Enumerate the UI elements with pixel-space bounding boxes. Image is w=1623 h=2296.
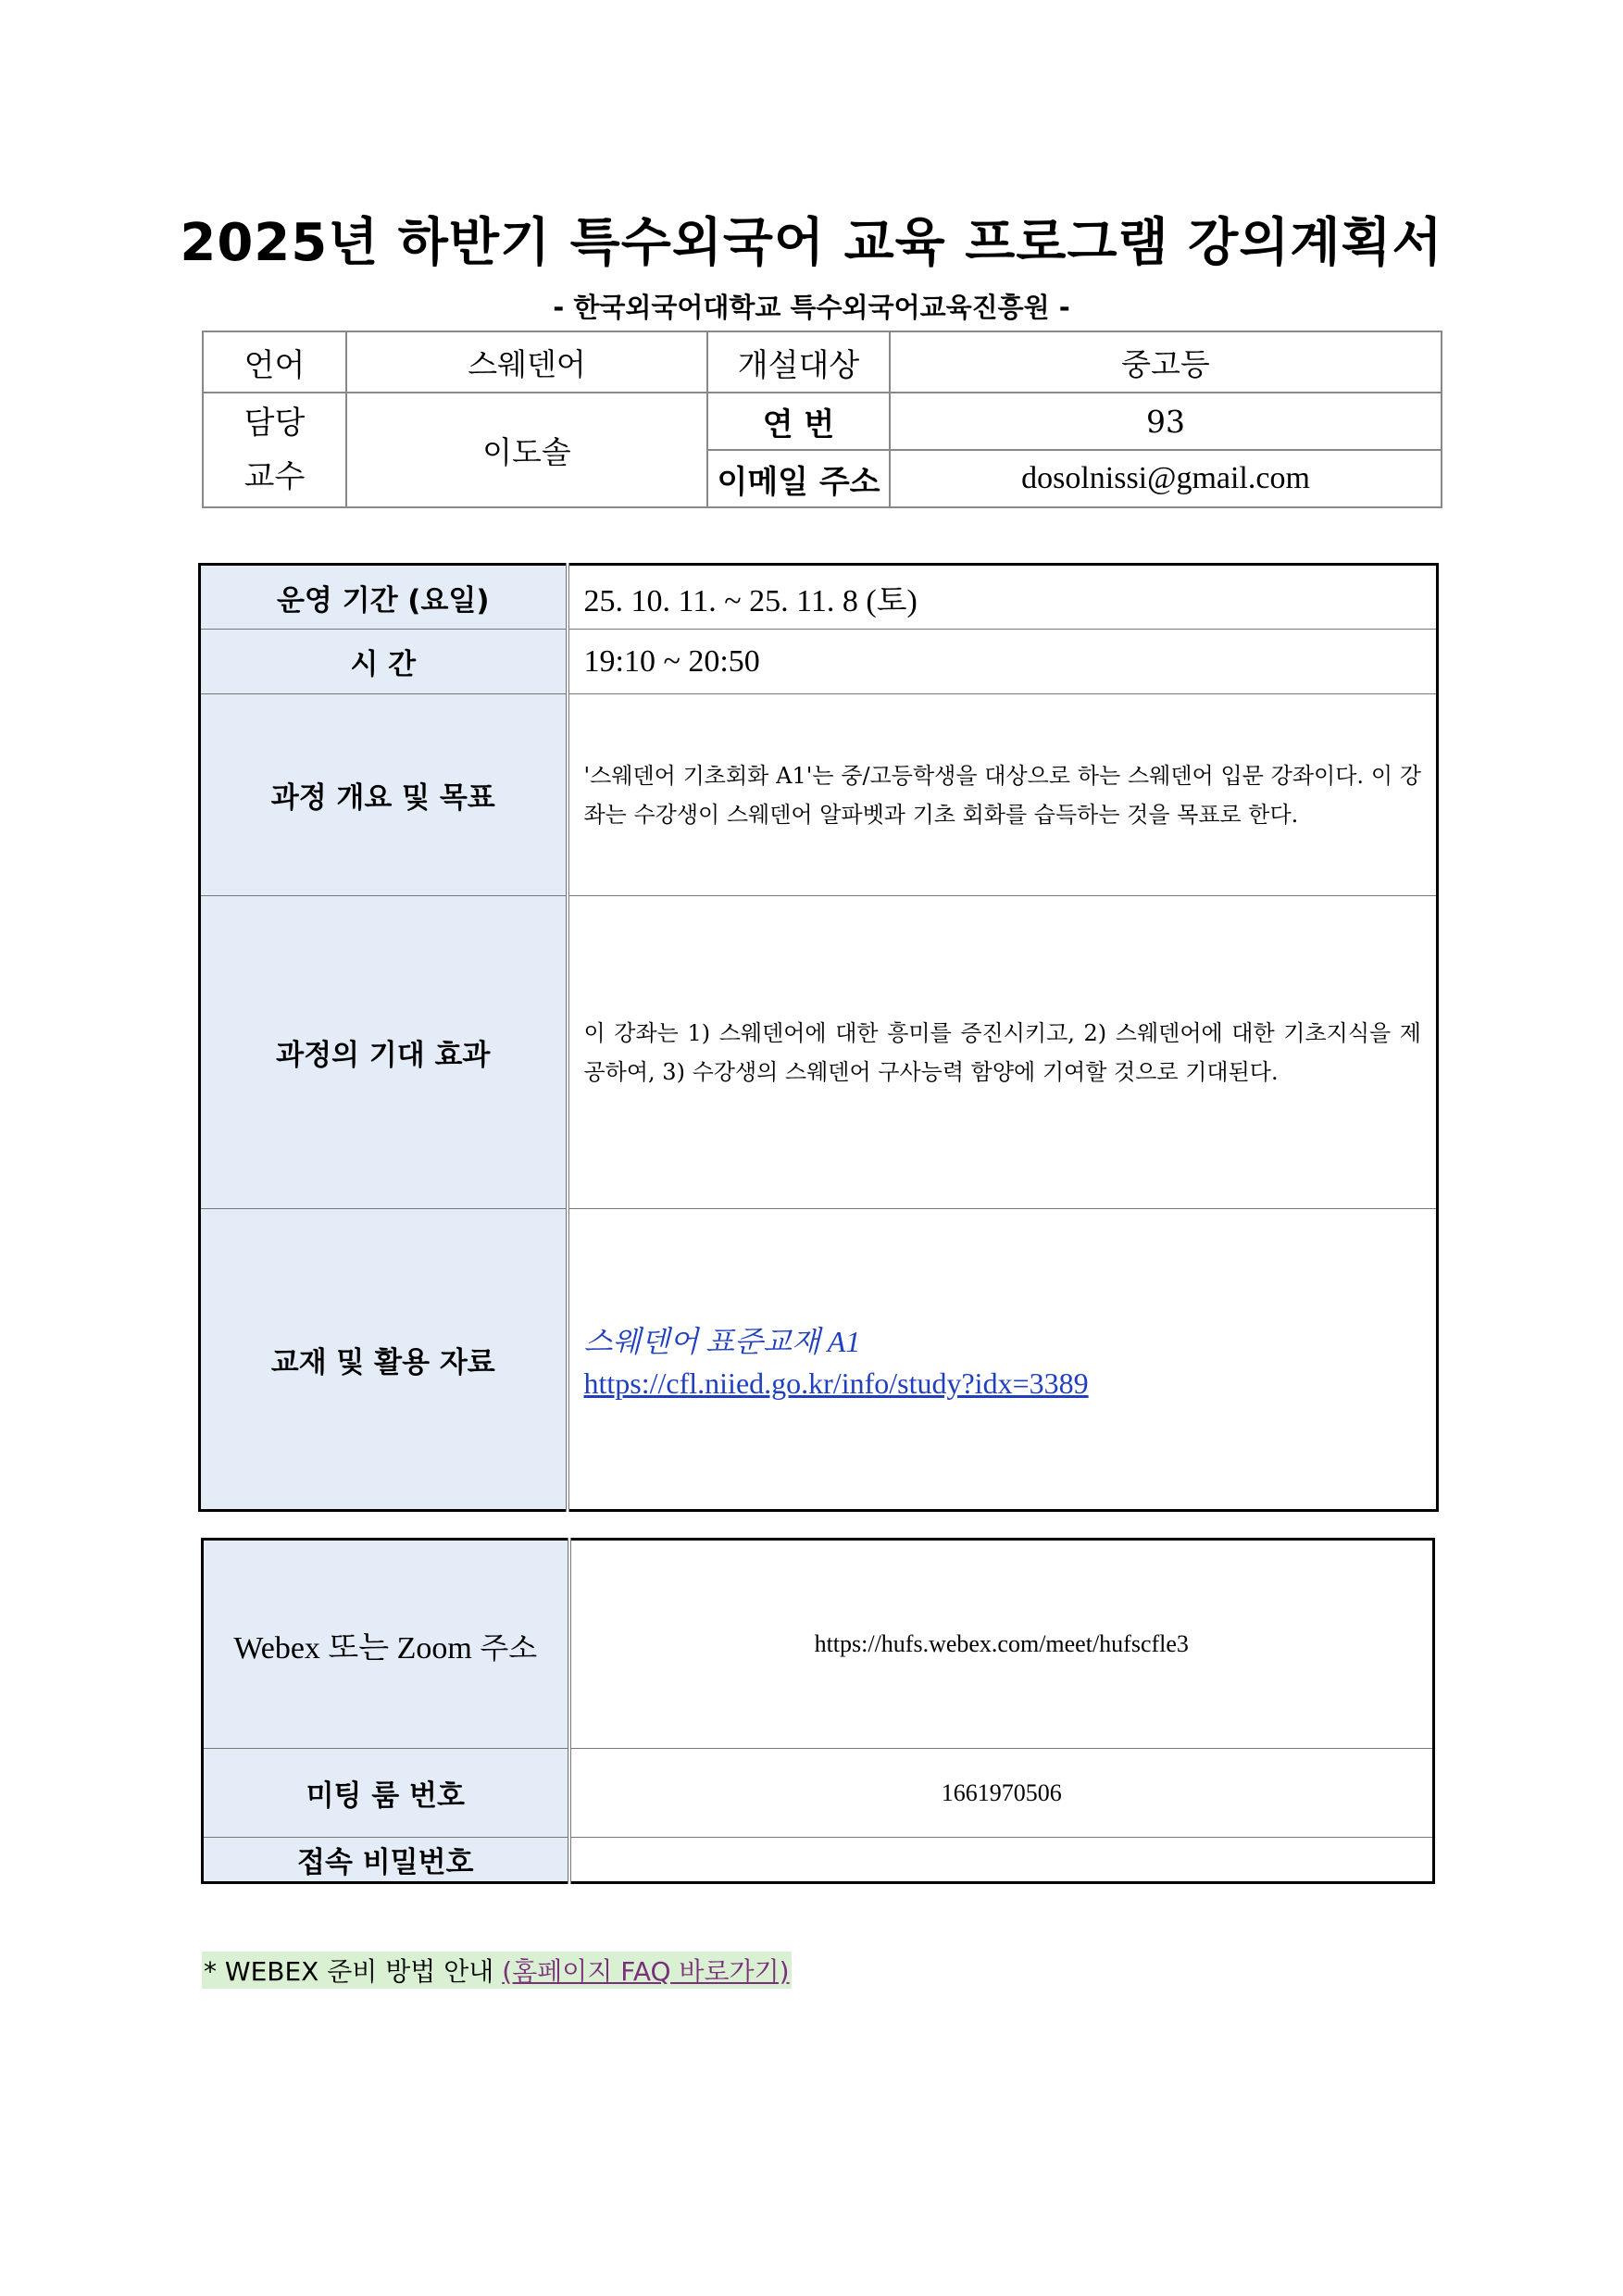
serial-label: 연 번 xyxy=(707,393,890,450)
effect-value: 이 강좌는 1) 스웨덴어에 대한 흥미를 증진시키고, 2) 스웨덴어에 대한 기초지식을 제공하여, 3) 수강생의 스웨덴어 구사능력 함양에 기여할 것으로 기대된다. xyxy=(568,896,1438,1209)
email-label: 이메일 주소 xyxy=(707,450,890,507)
instructor-value: 이도솔 xyxy=(346,393,707,507)
password-value xyxy=(569,1838,1434,1883)
language-label: 언어 xyxy=(203,331,346,393)
language-value: 스웨덴어 xyxy=(346,331,707,393)
materials-label: 교재 및 활용 자료 xyxy=(200,1209,568,1511)
webex-address-label-kr: 주소 xyxy=(480,1629,538,1666)
course-table xyxy=(198,563,1439,1512)
webex-address-label-en: Webex 또는 Zoom xyxy=(233,1630,472,1666)
document-title: 2025년 하반기 특수외국어 교육 프로그램 강의계획서 xyxy=(180,213,1443,273)
webex-address-value[interactable]: https://hufs.webex.com/meet/hufscfle3 xyxy=(569,1540,1434,1749)
target-label: 개설대상 xyxy=(707,331,890,393)
room-value: 1661970506 xyxy=(569,1749,1434,1838)
webex-guide-text: * WEBEX 준비 방법 안내 xyxy=(204,1956,494,1987)
materials-title: 스웨덴어 표준교재 A1 xyxy=(583,1324,861,1358)
overview-value: '스웨덴어 기초회화 A1'는 중/고등학생을 대상으로 하는 스웨덴어 입문 강좌이다. 이 강좌는 수강생이 스웨덴어 알파벳과 기초 회화를 습득하는 것을 목표로 한다. xyxy=(568,694,1438,896)
webex-address-label xyxy=(203,1540,569,1749)
materials-link[interactable]: https://cfl.niied.go.kr/info/study?idx=3389 xyxy=(583,1366,1089,1400)
time-value: 19:10 ~ 20:50 xyxy=(568,630,1438,694)
time-label: 시 간 xyxy=(200,630,568,694)
overview-label: 과정 개요 및 목표 xyxy=(200,694,568,896)
period-value: 25. 10. 11. ~ 25. 11. 8 (토) xyxy=(568,565,1438,630)
email-value: dosolnissi@gmail.com xyxy=(890,450,1442,507)
effect-label: 과정의 기대 효과 xyxy=(200,896,568,1209)
webex-table xyxy=(201,1538,1435,1884)
period-label: 운영 기간 (요일) xyxy=(200,565,568,630)
password-label: 접속 비밀번호 xyxy=(203,1838,569,1883)
room-label: 미팅 룸 번호 xyxy=(203,1749,569,1838)
serial-value: 93 xyxy=(890,393,1442,450)
document-subtitle: - 한국외국어대학교 특수외국어교육진흥원 - xyxy=(553,292,1070,323)
target-value: 중고등 xyxy=(890,331,1442,393)
instructor-label: 담당 교수 xyxy=(203,393,346,507)
materials-cell xyxy=(568,1209,1438,1511)
faq-link[interactable]: (홈페이지 FAQ 바로가기) xyxy=(502,1956,790,1987)
webex-guide-note xyxy=(202,1952,792,1989)
info-table xyxy=(202,331,1442,508)
